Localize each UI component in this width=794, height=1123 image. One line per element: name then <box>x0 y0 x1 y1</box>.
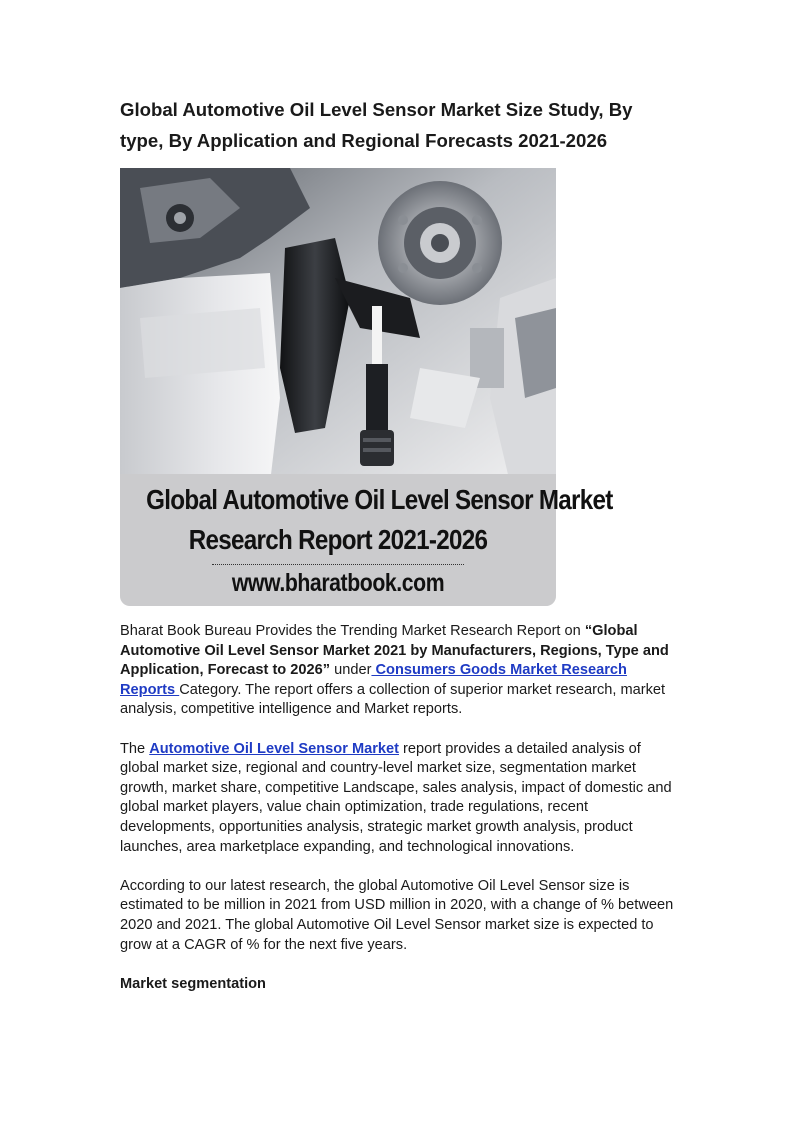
analysis-rest: report provides a detailed analysis of global market size, regional and country-level market size, segmentation market growth, market share, competitive Landscape, sales analysis, impact of domestic and global market players, value chain optimization, trade regulations, recent developments, opportunities analysis, strategic market growth analysis, product launches, area marketplace expanding, and technological innovations. <box>120 740 672 855</box>
document-page <box>120 94 680 1014</box>
hero-image <box>120 168 613 606</box>
banner-url: www.bharatbook.com <box>231 569 445 597</box>
engine-sensor-photo <box>120 168 556 483</box>
banner-title-line2: Research Report 2021-2026 <box>188 524 488 555</box>
intro-rest: Category. The report offers a collection of superior market research, market analysis, competitive intelligence and Market reports. <box>120 681 666 718</box>
analysis-prefix: The <box>120 740 150 757</box>
banner-divider <box>212 564 464 565</box>
article-body <box>120 622 680 994</box>
intro-paragraph <box>120 622 680 720</box>
market-report-link[interactable]: Automotive Oil Level Sensor Market <box>149 740 399 757</box>
document-title: Global Automotive Oil Level Sensor Market Size Study, By type, By Application and Regional Forecasts 2021-2026 <box>120 99 633 151</box>
intro-text: Bharat Book Bureau Provides the Trending Market Research Report on <box>120 623 585 639</box>
research-paragraph: According to our latest research, the global Automotive Oil Level Sensor size is estimated to be million in 2021 from USD million in 2020, with a change of % between 2020 and 2021. The global Automotive Oil Level Sensor market size is expected to grow at a CAGR of % for the next five years. <box>120 877 674 953</box>
hero-banner <box>120 474 613 606</box>
report-name: “Global Automotive Oil Level Sensor Market 2021 by Manufacturers, Regions, Type and Application, Forecast to 2026” <box>120 623 669 679</box>
analysis-paragraph <box>120 740 680 858</box>
banner-title-line1: Global Automotive Oil Level Sensor Market <box>146 484 613 515</box>
market-segmentation-heading: Market segmentation <box>120 975 266 992</box>
category-link[interactable]: Consumers Goods Market Research Reports <box>120 662 627 698</box>
under-text: under <box>330 662 372 679</box>
